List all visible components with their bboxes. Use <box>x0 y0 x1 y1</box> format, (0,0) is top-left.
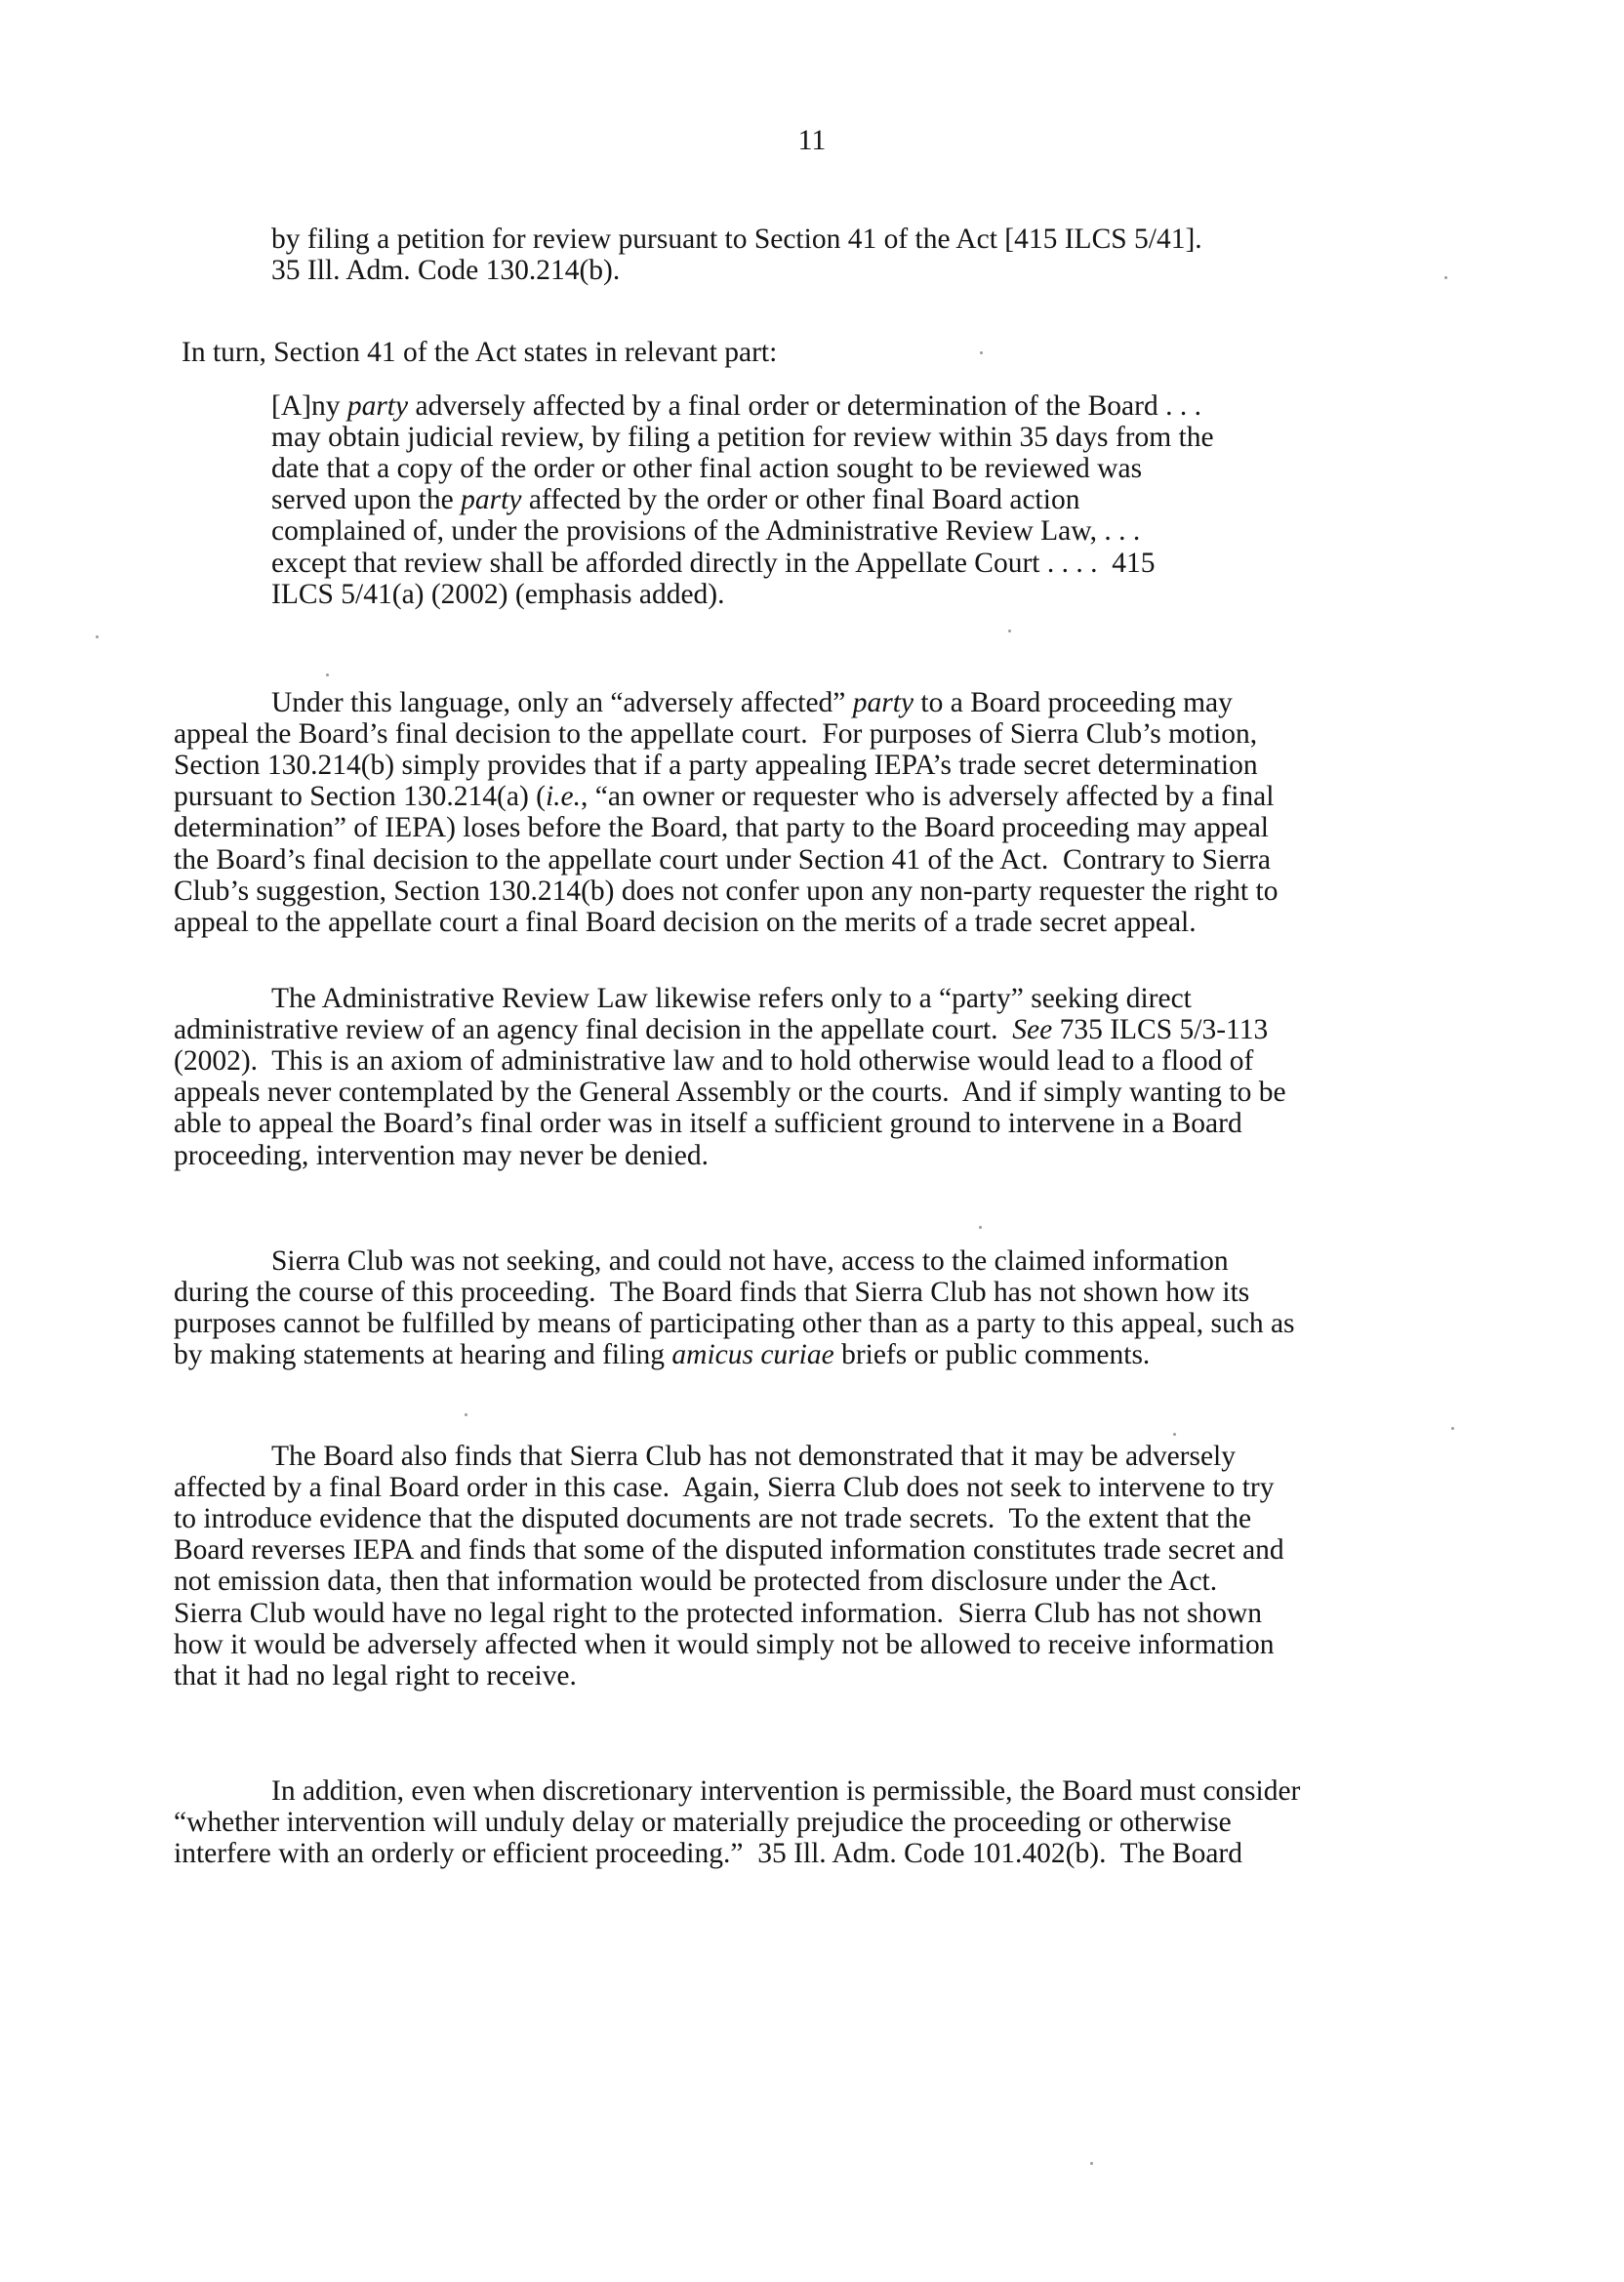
text-run: the Board’s final decision to the appellate court under Section 41 of the Act. Contrary to Sierra <box>174 843 1271 876</box>
text-run: Board reverses IEPA and finds that some of the disputed information constitutes trade secret and <box>174 1534 1284 1567</box>
paragraph-line <box>174 874 1278 909</box>
text-run: , “an owner or requester who is adversely affected by a final <box>581 781 1275 813</box>
quote-line <box>271 577 725 612</box>
text-run: In turn, Section 41 of the Act states in relevant part: <box>182 337 778 368</box>
paragraph-line <box>174 1138 709 1173</box>
text-run: ILCS 5/41(a) (2002) (emphasis added). <box>271 578 725 610</box>
quote-line <box>271 222 1202 257</box>
text-run: briefs or public comments. <box>833 1339 1151 1371</box>
paragraph-line <box>174 716 1257 752</box>
text-run: complained of, under the provisions of the Administrative Review Law, . . . <box>271 515 1141 548</box>
text-run: except that review shall be afforded directly in the Appellate Court . . . . 415 <box>271 547 1156 579</box>
scan-speck <box>1451 1427 1454 1430</box>
text-run: 35 Ill. Adm. Code 130.214(b). <box>271 255 621 287</box>
text-run: date that a copy of the order or other final action sought to be reviewed was <box>271 453 1143 485</box>
scan-speck <box>1444 276 1447 279</box>
text-run: to introduce evidence that the disputed documents are not trade secrets. To the extent that the <box>174 1503 1252 1535</box>
paragraph-line <box>174 1012 1268 1047</box>
quote-line <box>271 546 1155 581</box>
italic-text: party <box>346 390 409 422</box>
text-run: served upon the <box>271 484 462 516</box>
text-run: affected by a final Board order in this case. Again, Sierra Club does not seek to intervene to try <box>174 1472 1275 1504</box>
text-run: The Board also finds that Sierra Club has not demonstrated that it may be adversely <box>271 1441 1237 1472</box>
page-number: 11 <box>797 124 827 156</box>
text-run: may obtain judicial review, by filing a petition for review within 35 days from the <box>271 422 1214 454</box>
italic-text: amicus curiae <box>671 1339 834 1371</box>
text-run: appeal to the appellate court a final Board decision on the merits of a trade secret appeal. <box>174 906 1197 938</box>
text-run: appeals never contemplated by the General Assembly or the courts. And if simply wanting to be <box>174 1077 1286 1109</box>
paragraph-line <box>271 1243 1229 1279</box>
text-run: [A]ny <box>271 390 347 422</box>
paragraph-line <box>174 1306 1295 1341</box>
text-run: pursuant to Section 130.214(a) ( <box>174 781 546 813</box>
paragraph-line <box>174 842 1271 877</box>
paragraph-line <box>174 748 1258 783</box>
text-run: Sierra Club was not seeking, and could not have, access to the claimed information <box>271 1245 1229 1277</box>
paragraph-line <box>174 1501 1251 1536</box>
quote-line <box>271 451 1142 486</box>
paragraph-line <box>271 685 1233 720</box>
text-run: how it would be adversely affected when it would simply not be allowed to receive information <box>174 1628 1275 1660</box>
paragraph-line <box>271 981 1192 1016</box>
scan-speck <box>326 673 329 676</box>
text-run: purposes cannot be fulfilled by means of participating other than as a party to this appeal, such as <box>174 1308 1295 1340</box>
quote-line <box>271 253 620 288</box>
paragraph-line <box>174 1470 1275 1505</box>
paragraph-line <box>174 1658 577 1693</box>
paragraph-line <box>174 1627 1275 1662</box>
paragraph-line <box>174 1106 1242 1141</box>
scan-speck <box>980 351 983 354</box>
scan-speck <box>465 1413 467 1416</box>
paragraph-line <box>174 905 1197 940</box>
italic-text: i.e. <box>545 781 582 813</box>
italic-text: See <box>1012 1014 1053 1046</box>
scan-speck <box>96 635 99 638</box>
text-run: that it had no legal right to receive. <box>174 1659 577 1691</box>
text-run: interfere with an orderly or efficient proceeding.” 35 Ill. Adm. Code 101.402(b). The Board <box>174 1838 1243 1870</box>
quote-line <box>271 482 1079 517</box>
paragraph-line <box>174 810 1269 845</box>
text-run: 735 ILCS 5/3-113 <box>1052 1014 1269 1046</box>
text-run: adversely affected by a final order or determination of the Board . . . <box>408 390 1201 422</box>
text-run: Sierra Club would have no legal right to the protected information. Sierra Club has not shown <box>174 1597 1263 1629</box>
paragraph-line <box>174 1805 1232 1840</box>
text-run: appeal the Board’s final decision to the appellate court. For purposes of Sierra Club’s motion, <box>174 718 1258 751</box>
scan-speck <box>979 1226 982 1229</box>
italic-text: party <box>461 484 522 516</box>
paragraph-line <box>174 1596 1262 1631</box>
text-run: In addition, even when discretionary intervention is permissible, the Board must consider <box>271 1775 1301 1807</box>
text-run: Under this language, only an “adversely affected” <box>271 687 853 718</box>
text-run: able to appeal the Board’s final order was in itself a sufficient ground to intervene in a Board <box>174 1108 1242 1140</box>
text-run: Section 130.214(b) simply provides that if a party appealing IEPA’s trade secret determination <box>174 750 1258 782</box>
paragraph-line <box>174 1564 1217 1599</box>
text-run: to a Board proceeding may <box>914 687 1233 718</box>
italic-text: party <box>852 687 914 718</box>
paragraph-line <box>182 335 777 370</box>
paragraph-line <box>174 1836 1242 1871</box>
text-run: Club’s suggestion, Section 130.214(b) does not confer upon any non-party requester the right to <box>174 875 1279 907</box>
text-run: determination” of IEPA) loses before the Board, that party to the Board proceeding may appeal <box>174 812 1270 844</box>
text-run: by filing a petition for review pursuant to Section 41 of the Act [415 ILCS 5/41]. <box>271 224 1202 255</box>
paragraph-line <box>174 779 1274 814</box>
paragraph-line <box>174 1532 1284 1568</box>
text-run: (2002). This is an axiom of administrative law and to hold otherwise would lead to a flood of <box>174 1045 1254 1078</box>
text-run: “whether intervention will unduly delay or materially prejudice the proceeding or otherwise <box>174 1807 1232 1839</box>
text-run: administrative review of an agency final decision in the appellate court. <box>174 1014 1013 1046</box>
paragraph-line <box>174 1337 1150 1372</box>
quote-line <box>271 513 1140 549</box>
text-run: The Administrative Review Law likewise refers only to a “party” seeking direct <box>271 983 1192 1014</box>
text-run: during the course of this proceeding. The Board finds that Sierra Club has not shown how its <box>174 1277 1250 1309</box>
paragraph-line <box>174 1043 1253 1079</box>
paragraph-line <box>174 1275 1249 1310</box>
text-run: not emission data, then that information would be protected from disclosure under the Act. <box>174 1566 1218 1598</box>
paragraph-line <box>174 1075 1286 1110</box>
scan-speck <box>1008 630 1011 632</box>
text-run: proceeding, intervention may never be denied. <box>174 1139 709 1171</box>
text-run: affected by the order or other final Board action <box>521 484 1080 516</box>
paragraph-line <box>271 1773 1300 1809</box>
scan-speck <box>1090 2162 1093 2165</box>
scan-speck <box>1173 1433 1176 1436</box>
quote-line <box>271 420 1214 455</box>
quote-line <box>271 388 1201 424</box>
text-run: by making statements at hearing and filing <box>174 1339 672 1371</box>
paragraph-line <box>271 1439 1236 1474</box>
